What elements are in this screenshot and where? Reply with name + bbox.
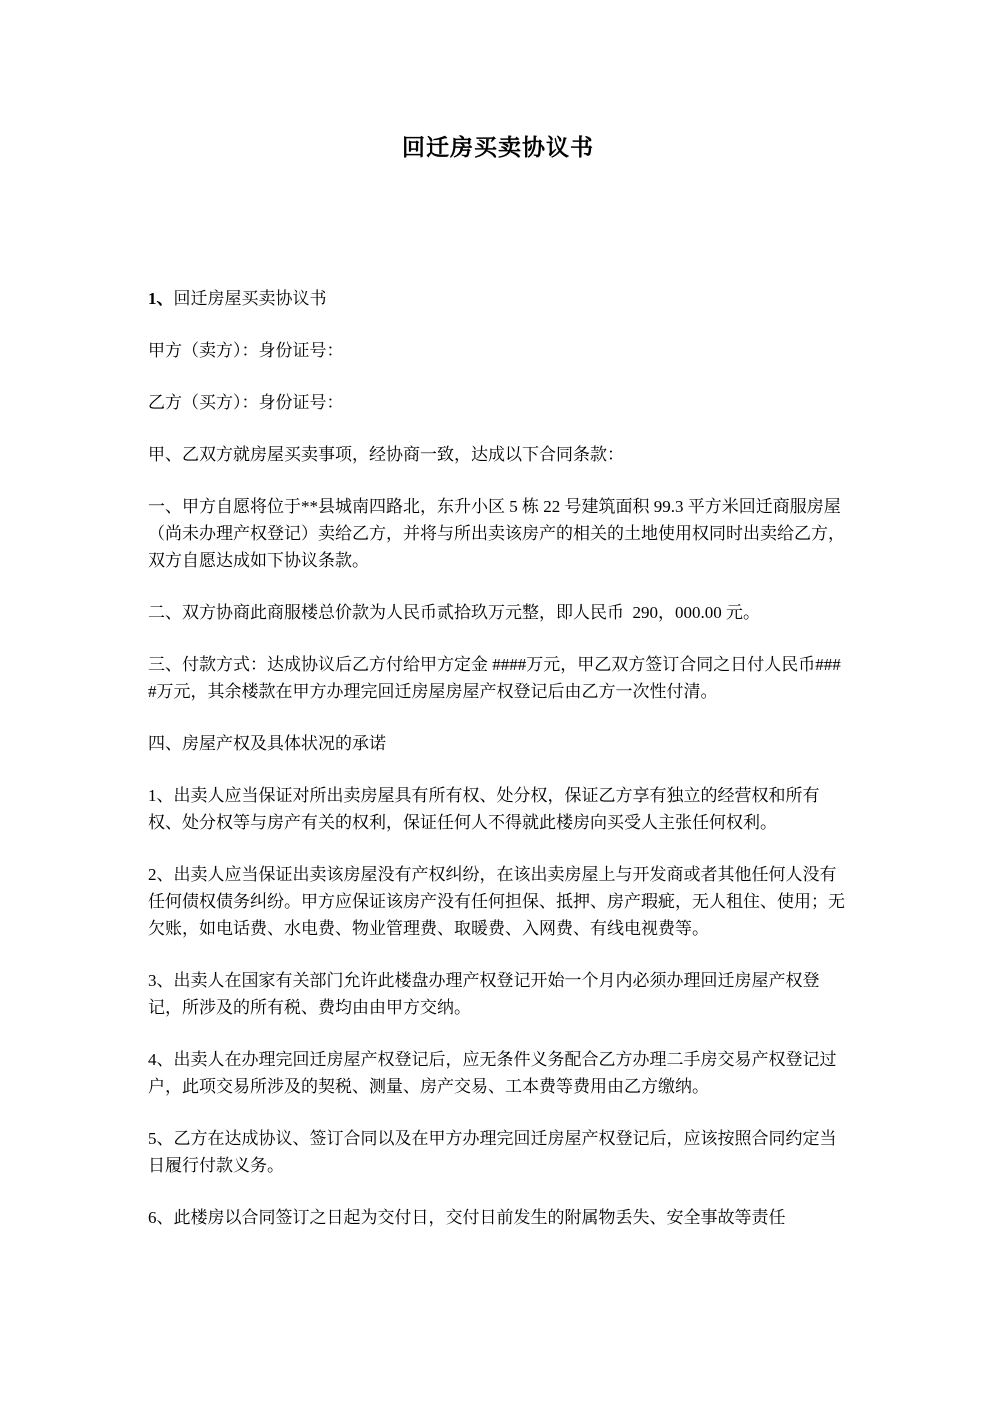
document-title: 回迁房买卖协议书 xyxy=(402,135,594,160)
paragraph: 2、出卖人应当保证出卖该房屋没有产权纠纷，在该出卖房屋上与开发商或者其他任何人没有任何债权债务纠纷。甲方应保证该房产没有任何担保、抵押、房产瑕疵，无人租住、使用；无欠账，如电话费、水电费、物业管理费、取暖费、入网费、有线电视费等。 xyxy=(148,865,845,938)
paragraph: 三、付款方式：达成协议后乙方付给甲方定金 ####万元，甲乙双方签订合同之日付人民币####万元，其余楼款在甲方办理完回迁房屋房屋产权登记后由乙方一次性付清。 xyxy=(148,655,841,701)
paragraph: 乙方（买方）：身份证号： xyxy=(148,393,344,412)
paragraph: 5、乙方在达成协议、签订合同以及在甲方办理完回迁房屋产权登记后，应该按照合同约定当日履行付款义务。 xyxy=(148,1129,837,1175)
paragraph: 甲方（卖方）：身份证号： xyxy=(148,341,344,360)
paragraph: 甲、乙双方就房屋买卖事项，经协商一致，达成以下合同条款： xyxy=(148,445,624,464)
paragraph: 1、出卖人应当保证对所出卖房屋具有所有权、处分权，保证乙方享有独立的经营权和所有权、处分权等与房产有关的权利，保证任何人不得就此楼房向买受人主张任何权利。 xyxy=(148,786,820,832)
paragraph: 1、回迁房屋买卖协议书 xyxy=(148,289,327,308)
document-body xyxy=(148,285,848,1231)
paragraph: 3、出卖人在国家有关部门允许此楼盘办理产权登记开始一个月内必须办理回迁房屋产权登记，所涉及的所有税、费均由由甲方交纳。 xyxy=(148,971,820,1017)
paragraph-number: 1、 xyxy=(148,289,174,308)
paragraph: 四、房屋产权及具体状况的承诺 xyxy=(148,734,386,753)
paragraph: 6、此楼房以合同签订之日起为交付日，交付日前发生的附属物丢失、安全事故等责任 xyxy=(148,1208,786,1227)
paragraph: 二、双方协商此商服楼总价款为人民币贰拾玖万元整，即人民币 290，000.00 元。 xyxy=(148,603,760,622)
paragraph: 4、出卖人在办理完回迁房屋产权登记后，应无条件义务配合乙方办理二手房交易产权登记过户，此项交易所涉及的契税、测量、房产交易、工本费等费用由乙方缴纳。 xyxy=(148,1050,837,1096)
paragraph: 一、甲方自愿将位于**县城南四路北，东升小区 5 栋 22 号建筑面积 99.3 平方米回迁商服房屋（尚未办理产权登记）卖给乙方，并将与所出卖该房产的相关的土地使用权同时出卖给乙方，双方自愿达成如下协议条款。 xyxy=(148,497,845,570)
